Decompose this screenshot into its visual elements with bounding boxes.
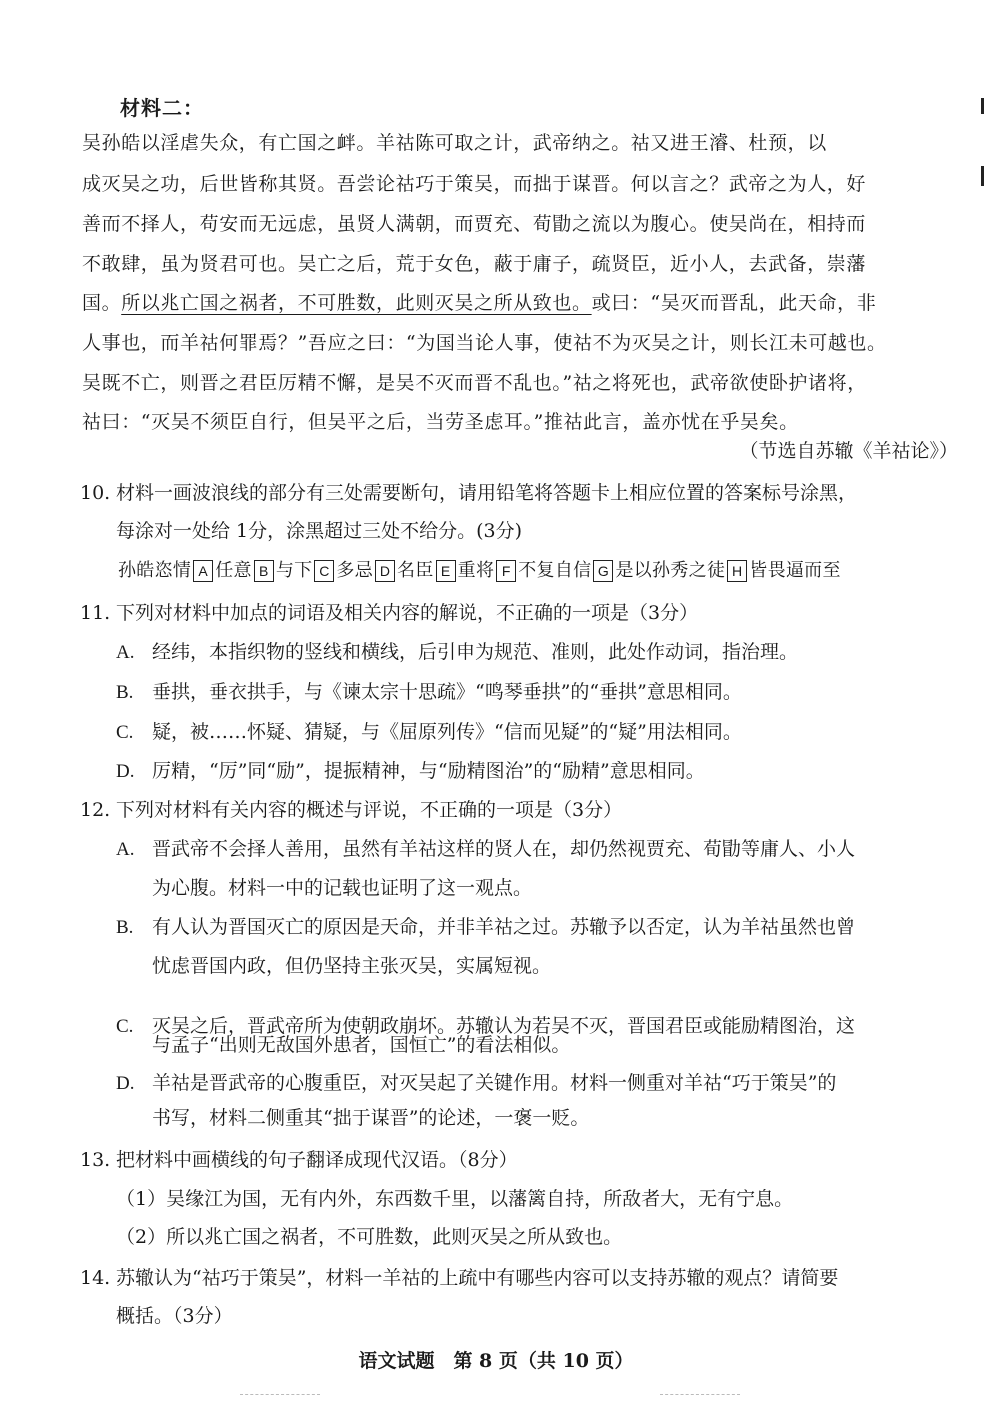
option-c xyxy=(116,717,742,744)
question-14-stem-line-2: 概括。（3分） xyxy=(116,1305,233,1327)
option-letter: D. xyxy=(116,1073,135,1094)
seq-text: 重将 xyxy=(457,560,495,581)
passage-source: （节选自苏辙《羊祜论》） xyxy=(739,440,958,462)
question-number: 10. xyxy=(80,482,111,504)
passage-line-3: 善而不择人，苟安而无远虑，虽贤人满朝，而贾充、荀勖之流以为腹心。使吴尚在，相持而 xyxy=(82,213,867,235)
option-letter: B. xyxy=(116,917,134,938)
question-13 xyxy=(80,1145,970,1172)
option-text: 厉精，“厉”同“励”，提振精神，与“励精图治”的“励精”意思相同。 xyxy=(152,760,705,782)
option-c-continued: 与孟子“出则无敌国外患者，国恒亡”的看法相似。 xyxy=(152,1034,571,1056)
option-a-continued: 为心腹。材料一中的记载也证明了这一观点。 xyxy=(152,877,533,899)
question-14 xyxy=(80,1263,970,1290)
binding-mark xyxy=(981,98,984,114)
bottom-dash xyxy=(660,1394,740,1395)
option-a xyxy=(116,637,798,664)
question-11 xyxy=(80,598,970,625)
answer-box-d: D xyxy=(375,560,395,582)
bottom-dash xyxy=(240,1394,320,1395)
passage-line-5-suffix: 或曰：“吴灭而晋乱，此天命，非 xyxy=(591,292,877,314)
question-number: 14. xyxy=(80,1267,111,1289)
option-d-continued: 书写，材料二侧重其“拙于谋晋”的论述，一褒一贬。 xyxy=(152,1107,590,1129)
passage-line-2: 成灭吴之功，后世皆称其贤。吾尝论祜巧于策吴，而拙于谋晋。何以言之？武帝之为人，好 xyxy=(82,173,867,195)
seq-text: 是以孙秀之徒 xyxy=(615,560,726,581)
question-stem: 下列对材料有关内容的概述与评说，不正确的一项是（3分） xyxy=(116,799,623,821)
question-12 xyxy=(80,795,970,822)
option-b xyxy=(116,677,742,704)
answer-box-g: G xyxy=(593,560,613,582)
answer-box-b: B xyxy=(254,560,274,582)
answer-box-f: F xyxy=(496,560,516,582)
translation-item-1: （1）吴缘江为国，无有内外，东西数千里，以藩篱自持，所敌者大，无有宁息。 xyxy=(116,1188,794,1210)
question-stem: 材料一画波浪线的部分有三处需要断句，请用铅笔将答题卡上相应位置的答案标号涂黑， xyxy=(116,482,858,504)
material-two-heading: 材料二： xyxy=(120,96,204,120)
passage-line-7: 吴既不亡，则晋之君臣厉精不懈，是吴不灭而晋不乱也。”祜之将死也，武帝欲使卧护诸将， xyxy=(82,372,867,394)
option-letter: A. xyxy=(116,642,135,663)
seq-text: 与下 xyxy=(275,560,313,581)
option-text: 灭吴之后，晋武帝所为使朝政崩坏。苏辙认为若吴不灭，晋国君臣或能励精图治，这 xyxy=(152,1015,856,1037)
option-text: 经纬，本指织物的竖线和横线，后引申为规范、准则，此处作动词，指治理。 xyxy=(152,641,799,663)
option-d xyxy=(116,756,705,783)
page-footer: 语文试题 第 8 页（共 10 页） xyxy=(358,1350,634,1372)
passage-line-4: 不敢肆，虽为贤君可也。吴亡之后，荒于女色，蔽于庸子，疏贤臣，近小人，去武备，崇藩 xyxy=(82,253,867,275)
option-letter: B. xyxy=(116,682,134,703)
translation-item-2: （2）所以兆亡国之祸者，不可胜数，此则灭吴之所从致也。 xyxy=(116,1226,623,1248)
passage-line-8: 祜曰：“灭吴不须臣自行，但吴平之后，当劳圣虑耳。”推祜此言，盖亦忧在乎吴矣。 xyxy=(82,411,799,433)
question-number: 11. xyxy=(80,602,111,624)
question-number: 13. xyxy=(80,1149,111,1171)
option-text: 垂拱，垂衣拱手，与《谏太宗十思疏》“鸣琴垂拱”的“垂拱”意思相同。 xyxy=(152,681,742,703)
question-stem: 苏辙认为“祜巧于策吴”，材料一羊祜的上疏中有哪些内容可以支持苏辙的观点？请简要 xyxy=(116,1267,839,1289)
answer-box-c: C xyxy=(314,560,334,582)
option-b xyxy=(116,912,855,939)
option-text: 晋武帝不会择人善用，虽然有羊祜这样的贤人在，却仍然视贾充、荀勖等庸人、小人 xyxy=(152,838,856,860)
seq-text: 皆畏逼而至 xyxy=(749,560,841,581)
answer-box-e: E xyxy=(436,560,456,582)
question-10 xyxy=(80,478,970,505)
underlined-sentence: 所以兆亡国之祸者，不可胜数，此则灭吴之所从致也。 xyxy=(121,292,592,314)
option-b-continued: 忧虑晋国内政，但仍坚持主张灭吴，实属短视。 xyxy=(152,955,552,977)
binding-mark xyxy=(981,166,984,186)
option-text: 羊祜是晋武帝的心腹重臣，对灭吴起了关键作用。材料一侧重对羊祜“巧于策吴”的 xyxy=(152,1072,837,1094)
seq-text: 多忌 xyxy=(336,560,374,581)
passage-line-5-prefix: 国。 xyxy=(82,292,122,314)
option-text: 有人认为晋国灭亡的原因是天命，并非羊祜之过。苏辙予以否定，认为羊祜虽然也曾 xyxy=(152,916,856,938)
seq-text: 不复自信 xyxy=(518,560,592,581)
option-text: 疑，被……怀疑、猜疑，与《屈原列传》“信而见疑”的“疑”用法相同。 xyxy=(152,721,742,743)
seq-text: 孙皓恣情 xyxy=(118,560,192,581)
seq-text: 名臣 xyxy=(397,560,434,581)
passage-line-5 xyxy=(82,288,968,315)
option-a xyxy=(116,834,855,861)
option-letter: D. xyxy=(116,761,135,782)
option-letter: C. xyxy=(116,1016,134,1037)
passage-line-6: 人事也，而羊祜何罪焉？”吾应之曰：“为国当论人事，使祜不为灭吴之计，则长江未可越也。 xyxy=(82,332,887,354)
question-stem: 把材料中画横线的句子翻译成现代汉语。（8分） xyxy=(116,1149,518,1171)
answer-box-h: H xyxy=(727,560,747,582)
question-number: 12. xyxy=(80,799,111,821)
question-10-stem-line-2: 每涂对一处给 1分，涂黑超过三处不给分。(3分) xyxy=(116,520,523,542)
seq-text: 任意 xyxy=(215,560,252,581)
option-d xyxy=(116,1068,836,1095)
question-stem: 下列对材料中加点的词语及相关内容的解说，不正确的一项是（3分） xyxy=(116,602,699,624)
sentence-break-sequence xyxy=(118,556,841,582)
answer-box-a: A xyxy=(193,560,213,582)
option-letter: A. xyxy=(116,839,135,860)
passage-line-1: 吴孙皓以淫虐失众，有亡国之衅。羊祜陈可取之计，武帝纳之。祜又进王濬、杜预，以 xyxy=(82,132,827,154)
option-letter: C. xyxy=(116,722,134,743)
